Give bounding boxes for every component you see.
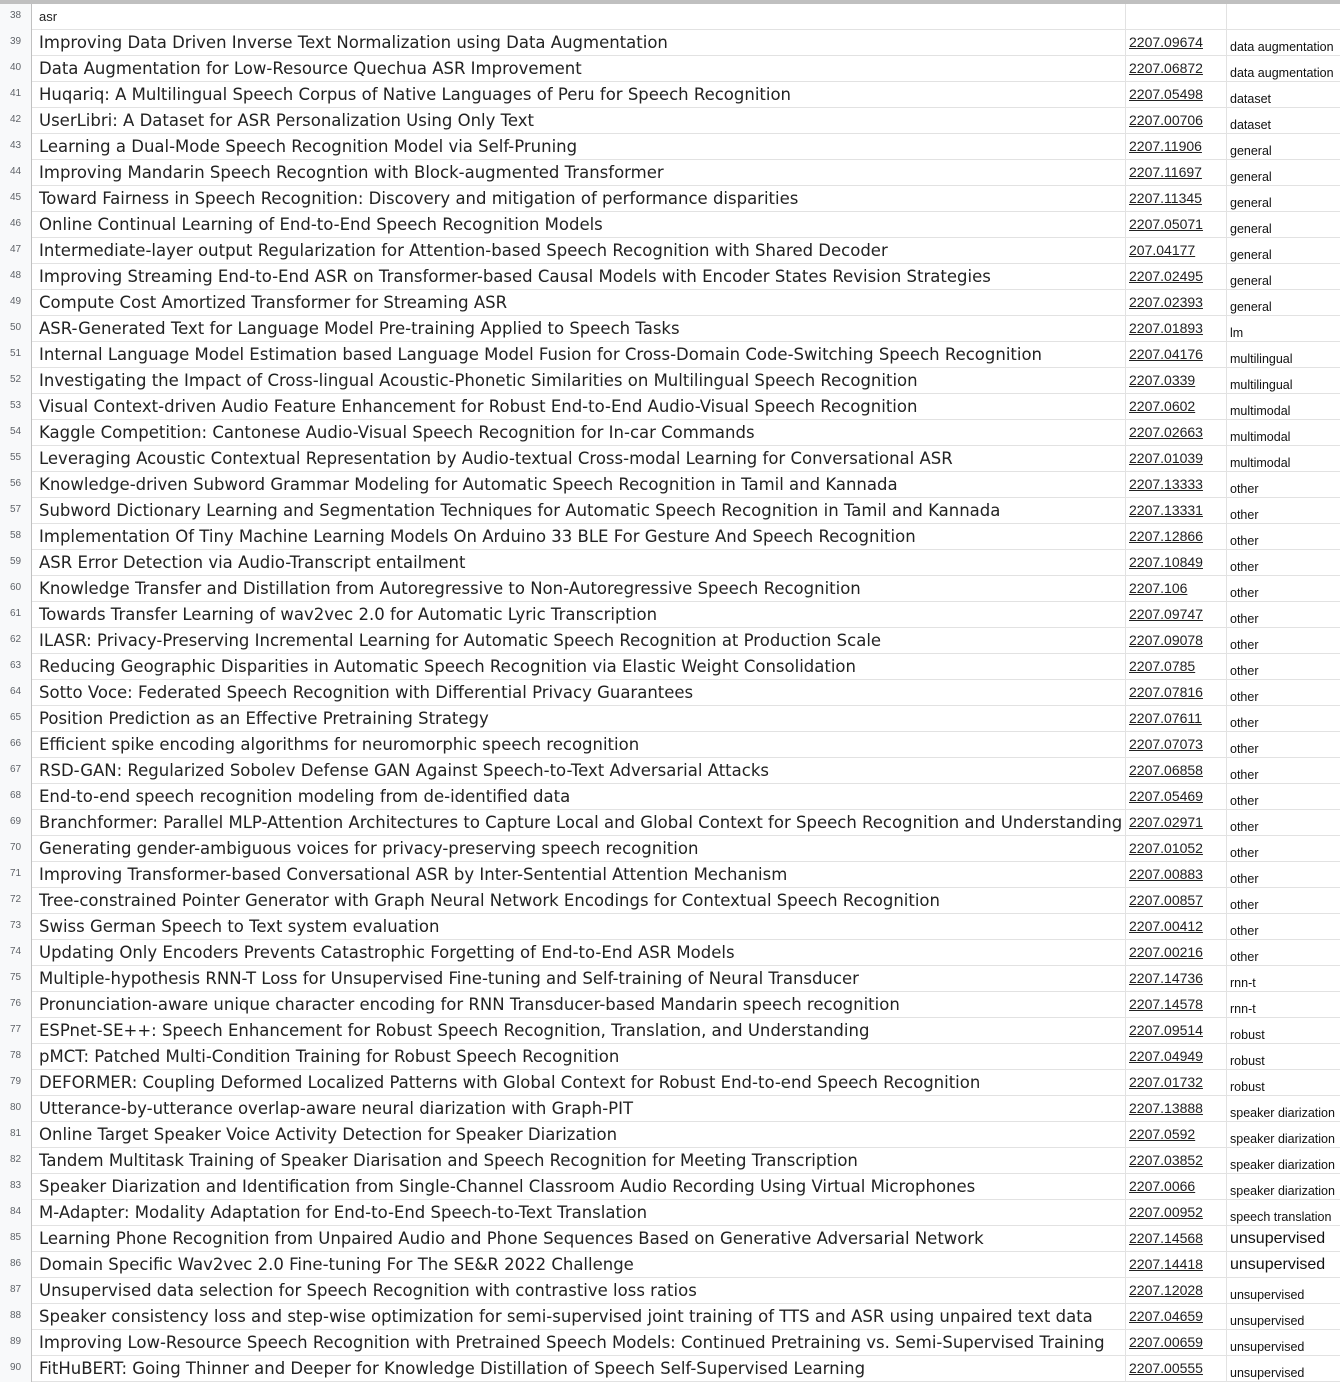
- paper-title-cell[interactable]: Knowledge Transfer and Distillation from Autoregressive to Non-Autoregressive Speech Recognition: [32, 576, 1126, 602]
- sheet-row: [0, 264, 1340, 290]
- sheet-row: [0, 4, 1340, 30]
- sheet-row: [0, 810, 1340, 836]
- category-tag-cell[interactable]: other: [1230, 898, 1259, 912]
- row-number[interactable]: 80: [0, 1096, 32, 1122]
- paper-title-cell[interactable]: Kaggle Competition: Cantonese Audio-Visual Speech Recognition for In-car Commands: [32, 420, 1126, 446]
- category-tag-cell[interactable]: general: [1230, 144, 1272, 158]
- arxiv-id-link[interactable]: 2207.02495: [1126, 264, 1227, 290]
- category-tag-cell[interactable]: multimodal: [1230, 430, 1291, 444]
- paper-title-cell[interactable]: Internal Language Model Estimation based Language Model Fusion for Cross-Domain Code-Switching Speech Recognition: [32, 342, 1126, 368]
- paper-title-cell[interactable]: pMCT: Patched Multi-Condition Training for Robust Speech Recognition: [32, 1044, 1126, 1070]
- paper-title-cell[interactable]: Toward Fairness in Speech Recognition: Discovery and mitigation of performance disparities: [32, 186, 1126, 212]
- category-tag-cell[interactable]: speaker diarization: [1230, 1132, 1335, 1146]
- category-tag-cell[interactable]: other: [1230, 664, 1259, 678]
- row-number[interactable]: 63: [0, 654, 32, 680]
- row-number[interactable]: 67: [0, 758, 32, 784]
- category-tag-cell[interactable]: unsupervised: [1230, 1340, 1305, 1354]
- sheet-row: [0, 1096, 1340, 1122]
- sheet-row: [0, 134, 1340, 160]
- paper-title-cell[interactable]: ASR-Generated Text for Language Model Pre-training Applied to Speech Tasks: [32, 316, 1126, 342]
- paper-title-cell[interactable]: Pronunciation-aware unique character encoding for RNN Transducer-based Mandarin speech recognition: [32, 992, 1126, 1018]
- sheet-row: [0, 992, 1340, 1018]
- row-number[interactable]: 72: [0, 888, 32, 914]
- sheet-row: [0, 836, 1340, 862]
- row-number[interactable]: 64: [0, 680, 32, 706]
- row-number[interactable]: 79: [0, 1070, 32, 1096]
- category-tag-cell[interactable]: other: [1230, 742, 1259, 756]
- sheet-row: [0, 420, 1340, 446]
- category-tag-cell[interactable]: other: [1230, 846, 1259, 860]
- category-tag-cell[interactable]: rnn-t: [1230, 1002, 1256, 1016]
- sheet-row: [0, 654, 1340, 680]
- arxiv-id-link[interactable]: 2207.01052: [1126, 836, 1227, 862]
- row-number[interactable]: 78: [0, 1044, 32, 1070]
- arxiv-id-link[interactable]: 2207.14568: [1126, 1226, 1227, 1252]
- category-tag-cell[interactable]: data augmentation: [1230, 40, 1334, 54]
- category-tag-cell[interactable]: general: [1230, 300, 1272, 314]
- row-number[interactable]: 62: [0, 628, 32, 654]
- category-tag-cell[interactable]: other: [1230, 586, 1259, 600]
- row-number[interactable]: 76: [0, 992, 32, 1018]
- category-tag-cell[interactable]: multimodal: [1230, 456, 1291, 470]
- sheet-row: [0, 212, 1340, 238]
- sheet-row: [0, 602, 1340, 628]
- paper-title-cell[interactable]: Knowledge-driven Subword Grammar Modeling for Automatic Speech Recognition in Tamil and Kannada: [32, 472, 1126, 498]
- paper-title-cell[interactable]: Speaker Diarization and Identification from Single-Channel Classroom Audio Recording Using Virtual Microphones: [32, 1174, 1126, 1200]
- paper-title-cell[interactable]: Compute Cost Amortized Transformer for Streaming ASR: [32, 290, 1126, 316]
- category-tag-cell[interactable]: unsupervised: [1230, 1230, 1326, 1247]
- row-number[interactable]: 82: [0, 1148, 32, 1174]
- paper-title-cell[interactable]: Unsupervised data selection for Speech Recognition with contrastive loss ratios: [32, 1278, 1126, 1304]
- arxiv-id-link[interactable]: 2207.00952: [1126, 1200, 1227, 1226]
- row-number[interactable]: 74: [0, 940, 32, 966]
- arxiv-id-link[interactable]: 2207.02971: [1126, 810, 1227, 836]
- category-tag-cell[interactable]: speech translation: [1230, 1210, 1332, 1224]
- row-number[interactable]: 60: [0, 576, 32, 602]
- sheet-row: [0, 446, 1340, 472]
- sheet-row: [0, 1226, 1340, 1252]
- paper-title-cell[interactable]: RSD-GAN: Regularized Sobolev Defense GAN Against Speech-to-Text Adversarial Attacks: [32, 758, 1126, 784]
- sheet-row: [0, 758, 1340, 784]
- paper-title-cell[interactable]: Efficient spike encoding algorithms for neuromorphic speech recognition: [32, 732, 1126, 758]
- category-tag-cell[interactable]: other: [1230, 482, 1259, 496]
- category-tag-cell[interactable]: general: [1230, 196, 1272, 210]
- arxiv-id-link[interactable]: 2207.09514: [1126, 1018, 1227, 1044]
- arxiv-id-link[interactable]: 2207.06872: [1126, 56, 1227, 82]
- sheet-row: [0, 1148, 1340, 1174]
- category-tag-cell[interactable]: rnn-t: [1230, 976, 1256, 990]
- sheet-row: [0, 82, 1340, 108]
- arxiv-id-link[interactable]: 207.04177: [1126, 238, 1227, 264]
- arxiv-id-link[interactable]: 2207.11697: [1126, 160, 1227, 186]
- sheet-row: [0, 238, 1340, 264]
- arxiv-id-link[interactable]: 2207.09674: [1126, 30, 1227, 56]
- paper-title-cell[interactable]: Online Continual Learning of End-to-End Speech Recognition Models: [32, 212, 1126, 238]
- paper-title-cell[interactable]: Sotto Voce: Federated Speech Recognition with Differential Privacy Guarantees: [32, 680, 1126, 706]
- arxiv-id-link[interactable]: 2207.00555: [1126, 1356, 1227, 1382]
- sheet-row: [0, 1356, 1340, 1382]
- sheet-row: [0, 290, 1340, 316]
- category-tag-cell[interactable]: other: [1230, 950, 1259, 964]
- arxiv-id-link[interactable]: 2207.04949: [1126, 1044, 1227, 1070]
- sheet-row: [0, 966, 1340, 992]
- paper-title-cell[interactable]: Branchformer: Parallel MLP-Attention Architectures to Capture Local and Global Context for Speech Recognition and Understanding: [32, 810, 1126, 836]
- category-tag-cell[interactable]: unsupervised: [1230, 1288, 1305, 1302]
- arxiv-id-link[interactable]: 2207.05071: [1126, 212, 1227, 238]
- category-tag-cell[interactable]: unsupervised: [1230, 1256, 1326, 1273]
- arxiv-id-link[interactable]: 2207.07816: [1126, 680, 1227, 706]
- row-number[interactable]: 38: [0, 4, 32, 30]
- arxiv-id-link[interactable]: 2207.00883: [1126, 862, 1227, 888]
- sheet-row: [0, 1122, 1340, 1148]
- sheet-row: [0, 628, 1340, 654]
- row-number[interactable]: 73: [0, 914, 32, 940]
- row-number[interactable]: 39: [0, 30, 32, 56]
- paper-title-cell[interactable]: Investigating the Impact of Cross-lingual Acoustic-Phonetic Similarities on Multilingual Speech Recognition: [32, 368, 1126, 394]
- arxiv-id-link[interactable]: 2207.00857: [1126, 888, 1227, 914]
- category-tag-cell[interactable]: multilingual: [1230, 352, 1293, 366]
- arxiv-id-link[interactable]: 2207.0785: [1126, 654, 1227, 680]
- category-tag-cell[interactable]: unsupervised: [1230, 1314, 1305, 1328]
- arxiv-id-link[interactable]: 2207.00216: [1126, 940, 1227, 966]
- category-tag-cell[interactable]: general: [1230, 222, 1272, 236]
- arxiv-id-link[interactable]: 2207.02393: [1126, 290, 1227, 316]
- category-tag-cell[interactable]: dataset: [1230, 92, 1272, 106]
- arxiv-id-link[interactable]: 2207.12028: [1126, 1278, 1227, 1304]
- category-tag-cell[interactable]: general: [1230, 248, 1272, 262]
- category-tag-cell[interactable]: robust: [1230, 1080, 1265, 1094]
- paper-title-cell[interactable]: DEFORMER: Coupling Deformed Localized Patterns with Global Context for Robust End-to-end Speech Recognition: [32, 1070, 1126, 1096]
- row-number[interactable]: 70: [0, 836, 32, 862]
- sheet-row: [0, 342, 1340, 368]
- row-number[interactable]: 44: [0, 160, 32, 186]
- sheet-row: [0, 1304, 1340, 1330]
- paper-title-cell[interactable]: Multiple-hypothesis RNN-T Loss for Unsupervised Fine-tuning and Self-training of Neural Transducer: [32, 966, 1126, 992]
- paper-title-cell[interactable]: Tandem Multitask Training of Speaker Diarisation and Speech Recognition for Meeting Transcription: [32, 1148, 1126, 1174]
- arxiv-id-link[interactable]: 2207.12866: [1126, 524, 1227, 550]
- paper-title-cell[interactable]: Swiss German Speech to Text system evaluation: [32, 914, 1126, 940]
- row-number[interactable]: 45: [0, 186, 32, 212]
- paper-title-cell[interactable]: Improving Mandarin Speech Recogntion with Block-augmented Transformer: [32, 160, 1126, 186]
- row-number[interactable]: 69: [0, 810, 32, 836]
- row-number[interactable]: 88: [0, 1304, 32, 1330]
- category-tag-cell[interactable]: other: [1230, 924, 1259, 938]
- paper-title-cell[interactable]: Improving Streaming End-to-End ASR on Transformer-based Causal Models with Encoder States Revision Strategies: [32, 264, 1126, 290]
- sheet-row: [0, 316, 1340, 342]
- paper-title-cell[interactable]: Leveraging Acoustic Contextual Representation by Audio-textual Cross-modal Learning for Conversational ASR: [32, 446, 1126, 472]
- paper-title-cell[interactable]: asr: [32, 4, 1126, 30]
- row-number[interactable]: 75: [0, 966, 32, 992]
- paper-title-cell[interactable]: Data Augmentation for Low-Resource Quechua ASR Improvement: [32, 56, 1126, 82]
- paper-title-cell[interactable]: Improving Data Driven Inverse Text Normalization using Data Augmentation: [32, 30, 1126, 56]
- row-number[interactable]: 68: [0, 784, 32, 810]
- arxiv-id-link[interactable]: 2207.11345: [1126, 186, 1227, 212]
- paper-title-cell[interactable]: Intermediate-layer output Regularization for Attention-based Speech Recognition with Shared Decoder: [32, 238, 1126, 264]
- paper-title-cell[interactable]: ASR Error Detection via Audio-Transcript entailment: [32, 550, 1126, 576]
- row-number[interactable]: 54: [0, 420, 32, 446]
- sheet-row: [0, 30, 1340, 56]
- paper-title-cell[interactable]: Generating gender-ambiguous voices for privacy-preserving speech recognition: [32, 836, 1126, 862]
- arxiv-id-link[interactable]: 2207.13888: [1126, 1096, 1227, 1122]
- row-number[interactable]: 49: [0, 290, 32, 316]
- arxiv-id-link[interactable]: 2207.05469: [1126, 784, 1227, 810]
- arxiv-id-link[interactable]: 2207.00706: [1126, 108, 1227, 134]
- paper-title-cell[interactable]: FitHuBERT: Going Thinner and Deeper for Knowledge Distillation of Speech Self-Supervised Learning: [32, 1356, 1126, 1382]
- category-tag-cell[interactable]: other: [1230, 690, 1259, 704]
- arxiv-id-link[interactable]: 2207.04659: [1126, 1304, 1227, 1330]
- row-number[interactable]: 71: [0, 862, 32, 888]
- row-number[interactable]: 55: [0, 446, 32, 472]
- row-number[interactable]: 53: [0, 394, 32, 420]
- category-tag-cell[interactable]: speaker diarization: [1230, 1158, 1335, 1172]
- arxiv-id-link[interactable]: 2207.14736: [1126, 966, 1227, 992]
- row-number[interactable]: 61: [0, 602, 32, 628]
- sheet-row: [0, 1174, 1340, 1200]
- row-number[interactable]: 83: [0, 1174, 32, 1200]
- row-number[interactable]: 56: [0, 472, 32, 498]
- arxiv-id-link[interactable]: 2207.0602: [1126, 394, 1227, 420]
- paper-title-cell[interactable]: Improving Transformer-based Conversational ASR by Inter-Sentential Attention Mechanism: [32, 862, 1126, 888]
- arxiv-id-link[interactable]: 2207.00412: [1126, 914, 1227, 940]
- paper-title-cell[interactable]: UserLibri: A Dataset for ASR Personalization Using Only Text: [32, 108, 1126, 134]
- row-number[interactable]: 50: [0, 316, 32, 342]
- paper-title-cell[interactable]: ESPnet-SE++: Speech Enhancement for Robust Speech Recognition, Translation, and Understanding: [32, 1018, 1126, 1044]
- category-tag-cell[interactable]: [1227, 4, 1340, 30]
- category-tag-cell[interactable]: multilingual: [1230, 378, 1293, 392]
- sheet-row: [0, 394, 1340, 420]
- arxiv-id-link[interactable]: 2207.0339: [1126, 368, 1227, 394]
- arxiv-id-link[interactable]: 2207.03852: [1126, 1148, 1227, 1174]
- row-number[interactable]: 48: [0, 264, 32, 290]
- sheet-row: [0, 472, 1340, 498]
- sheet-row: [0, 1278, 1340, 1304]
- arxiv-id-link[interactable]: 2207.06858: [1126, 758, 1227, 784]
- paper-title-cell[interactable]: End-to-end speech recognition modeling from de-identified data: [32, 784, 1126, 810]
- sheet-row: [0, 706, 1340, 732]
- arxiv-id-link[interactable]: 2207.0066: [1126, 1174, 1227, 1200]
- row-number[interactable]: 89: [0, 1330, 32, 1356]
- paper-title-cell[interactable]: Towards Transfer Learning of wav2vec 2.0 for Automatic Lyric Transcription: [32, 602, 1126, 628]
- row-number[interactable]: 85: [0, 1226, 32, 1252]
- paper-title-cell[interactable]: Utterance-by-utterance overlap-aware neural diarization with Graph-PIT: [32, 1096, 1126, 1122]
- arxiv-id-link[interactable]: 2207.13331: [1126, 498, 1227, 524]
- sheet-row: [0, 940, 1340, 966]
- row-number[interactable]: 84: [0, 1200, 32, 1226]
- category-tag-cell[interactable]: speaker diarization: [1230, 1106, 1335, 1120]
- category-tag-cell[interactable]: data augmentation: [1230, 66, 1334, 80]
- arxiv-id-link[interactable]: 2207.02663: [1126, 420, 1227, 446]
- row-number[interactable]: 58: [0, 524, 32, 550]
- row-number[interactable]: 41: [0, 82, 32, 108]
- category-tag-cell[interactable]: general: [1230, 170, 1272, 184]
- sheet-row: [0, 888, 1340, 914]
- paper-title-cell[interactable]: Learning Phone Recognition from Unpaired Audio and Phone Sequences Based on Generative Adversarial Network: [32, 1226, 1126, 1252]
- sheet-row: [0, 108, 1340, 134]
- category-tag-cell[interactable]: other: [1230, 508, 1259, 522]
- row-number[interactable]: 59: [0, 550, 32, 576]
- paper-title-cell[interactable]: Learning a Dual-Mode Speech Recognition Model via Self-Pruning: [32, 134, 1126, 160]
- row-number[interactable]: 52: [0, 368, 32, 394]
- sheet-row: [0, 56, 1340, 82]
- arxiv-id-link[interactable]: [1126, 4, 1227, 30]
- sheet-row: [0, 1018, 1340, 1044]
- category-tag-cell[interactable]: other: [1230, 716, 1259, 730]
- paper-title-cell[interactable]: M-Adapter: Modality Adaptation for End-to-End Speech-to-Text Translation: [32, 1200, 1126, 1226]
- sheet-row: [0, 1200, 1340, 1226]
- category-tag-cell[interactable]: robust: [1230, 1054, 1265, 1068]
- row-number[interactable]: 51: [0, 342, 32, 368]
- arxiv-id-link[interactable]: 2207.14418: [1126, 1252, 1227, 1278]
- category-tag-cell[interactable]: multimodal: [1230, 404, 1291, 418]
- row-number[interactable]: 86: [0, 1252, 32, 1278]
- row-number[interactable]: 47: [0, 238, 32, 264]
- arxiv-id-link[interactable]: 2207.13333: [1126, 472, 1227, 498]
- sheet-row: [0, 914, 1340, 940]
- arxiv-id-link[interactable]: 2207.09078: [1126, 628, 1227, 654]
- arxiv-id-link[interactable]: 2207.07611: [1126, 706, 1227, 732]
- category-tag-cell[interactable]: lm: [1230, 326, 1244, 340]
- paper-title-cell[interactable]: Implementation Of Tiny Machine Learning Models On Arduino 33 BLE For Gesture And Speech Recognition: [32, 524, 1126, 550]
- sheet-row: [0, 862, 1340, 888]
- paper-title-cell[interactable]: Position Prediction as an Effective Pretraining Strategy: [32, 706, 1126, 732]
- category-tag-cell[interactable]: unsupervised: [1230, 1366, 1305, 1380]
- category-tag-cell[interactable]: other: [1230, 638, 1259, 652]
- category-tag-cell[interactable]: other: [1230, 534, 1259, 548]
- category-tag-cell[interactable]: other: [1230, 768, 1259, 782]
- row-number[interactable]: 42: [0, 108, 32, 134]
- arxiv-id-link[interactable]: 2207.00659: [1126, 1330, 1227, 1356]
- arxiv-id-link[interactable]: 2207.14578: [1126, 992, 1227, 1018]
- sheet-row: [0, 1330, 1340, 1356]
- sheet-row: [0, 1252, 1340, 1278]
- paper-title-cell[interactable]: Huqariq: A Multilingual Speech Corpus of Native Languages of Peru for Speech Recognition: [32, 82, 1126, 108]
- arxiv-id-link[interactable]: 2207.11906: [1126, 134, 1227, 160]
- row-number[interactable]: 40: [0, 56, 32, 82]
- category-tag-cell[interactable]: other: [1230, 794, 1259, 808]
- sheet-row: [0, 524, 1340, 550]
- category-tag-cell[interactable]: other: [1230, 872, 1259, 886]
- row-number[interactable]: 90: [0, 1356, 32, 1382]
- sheet-row: [0, 784, 1340, 810]
- row-number[interactable]: 65: [0, 706, 32, 732]
- row-number[interactable]: 81: [0, 1122, 32, 1148]
- arxiv-id-link[interactable]: 2207.01039: [1126, 446, 1227, 472]
- paper-title-cell[interactable]: Reducing Geographic Disparities in Automatic Speech Recognition via Elastic Weight Consolidation: [32, 654, 1126, 680]
- arxiv-id-link[interactable]: 2207.106: [1126, 576, 1227, 602]
- category-tag-cell[interactable]: dataset: [1230, 118, 1272, 132]
- row-number[interactable]: 66: [0, 732, 32, 758]
- arxiv-id-link[interactable]: 2207.04176: [1126, 342, 1227, 368]
- paper-title-cell[interactable]: Visual Context-driven Audio Feature Enhancement for Robust End-to-End Audio-Visual Speech Recognition: [32, 394, 1126, 420]
- row-number[interactable]: 43: [0, 134, 32, 160]
- paper-title-cell[interactable]: Domain Specific Wav2vec 2.0 Fine-tuning For The SE&R 2022 Challenge: [32, 1252, 1126, 1278]
- paper-title-cell[interactable]: Updating Only Encoders Prevents Catastrophic Forgetting of End-to-End ASR Models: [32, 940, 1126, 966]
- paper-title-cell[interactable]: Improving Low-Resource Speech Recognition with Pretrained Speech Models: Continued Pretraining vs. Semi-Supervised Training: [32, 1330, 1126, 1356]
- category-tag-cell[interactable]: general: [1230, 274, 1272, 288]
- arxiv-id-link[interactable]: 2207.10849: [1126, 550, 1227, 576]
- paper-title-cell[interactable]: ILASR: Privacy-Preserving Incremental Learning for Automatic Speech Recognition at Production Scale: [32, 628, 1126, 654]
- category-tag-cell[interactable]: robust: [1230, 1028, 1265, 1042]
- sheet-row: [0, 368, 1340, 394]
- category-tag-cell[interactable]: other: [1230, 612, 1259, 626]
- category-tag-cell[interactable]: other: [1230, 560, 1259, 574]
- paper-title-cell[interactable]: Online Target Speaker Voice Activity Detection for Speaker Diarization: [32, 1122, 1126, 1148]
- row-number[interactable]: 87: [0, 1278, 32, 1304]
- arxiv-id-link[interactable]: 2207.0592: [1126, 1122, 1227, 1148]
- sheet-row: [0, 732, 1340, 758]
- category-tag-cell[interactable]: speaker diarization: [1230, 1184, 1335, 1198]
- arxiv-id-link[interactable]: 2207.09747: [1126, 602, 1227, 628]
- arxiv-id-link[interactable]: 2207.07073: [1126, 732, 1227, 758]
- arxiv-id-link[interactable]: 2207.01732: [1126, 1070, 1227, 1096]
- sheet-row: [0, 680, 1340, 706]
- row-number[interactable]: 46: [0, 212, 32, 238]
- paper-title-cell[interactable]: Tree-constrained Pointer Generator with Graph Neural Network Encodings for Contextual Speech Recognition: [32, 888, 1126, 914]
- row-number[interactable]: 77: [0, 1018, 32, 1044]
- paper-title-cell[interactable]: Subword Dictionary Learning and Segmentation Techniques for Automatic Speech Recognition in Tamil and Kannada: [32, 498, 1126, 524]
- arxiv-id-link[interactable]: 2207.01893: [1126, 316, 1227, 342]
- sheet-row: [0, 186, 1340, 212]
- sheet-row: [0, 1044, 1340, 1070]
- sheet-row: [0, 160, 1340, 186]
- sheet-row: [0, 1070, 1340, 1096]
- row-number[interactable]: 57: [0, 498, 32, 524]
- category-tag-cell[interactable]: other: [1230, 820, 1259, 834]
- paper-title-cell[interactable]: Speaker consistency loss and step-wise optimization for semi-supervised joint training of TTS and ASR using unpaired text data: [32, 1304, 1126, 1330]
- sheet-row: [0, 498, 1340, 524]
- arxiv-id-link[interactable]: 2207.05498: [1126, 82, 1227, 108]
- sheet-row: [0, 550, 1340, 576]
- sheet-row: [0, 576, 1340, 602]
